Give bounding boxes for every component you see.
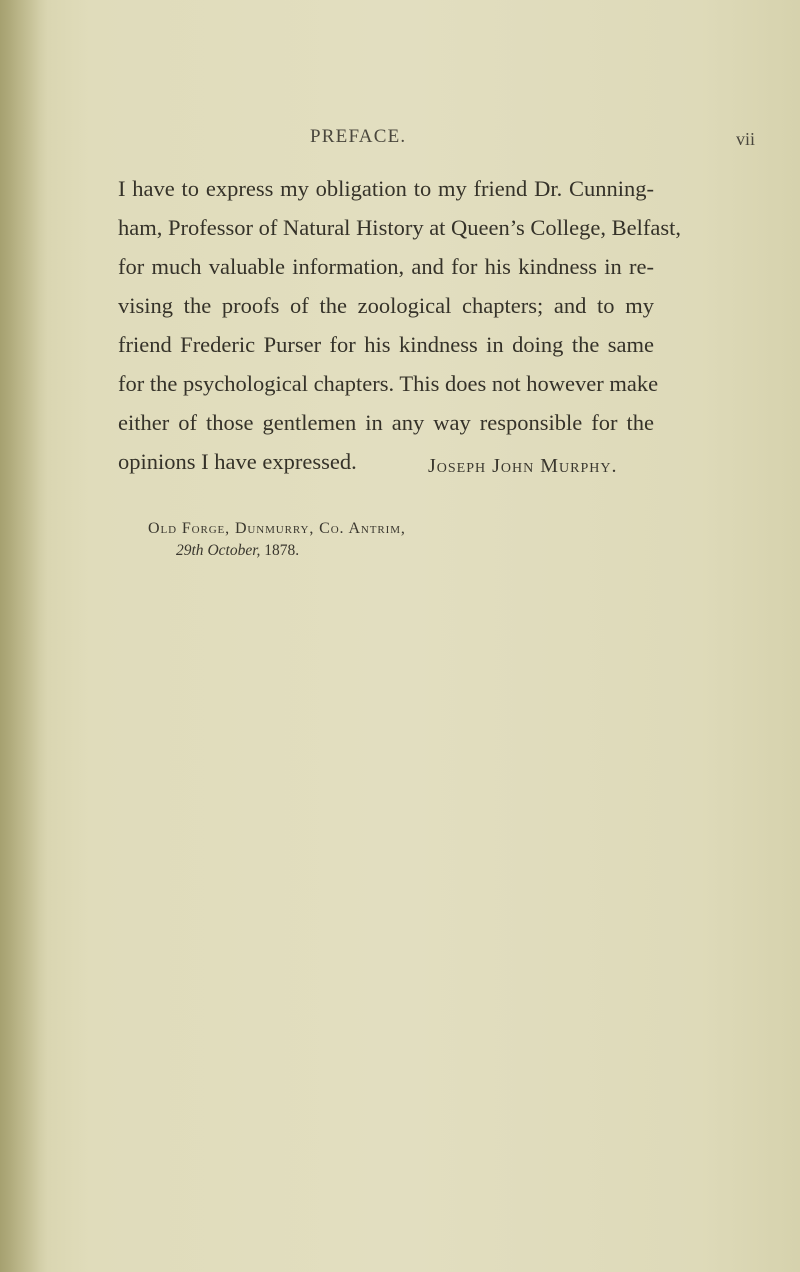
- dateline-date: [176, 542, 299, 560]
- paragraph-line: for much valuable information, and for his kindness in re-: [118, 254, 654, 279]
- page-number: vii: [736, 129, 756, 149]
- paragraph-line: friend Frederic Purser for his kindness in doing the same: [118, 332, 654, 357]
- dateline-place: Old Forge, Dunmurry, Co. Antrim,: [148, 520, 406, 537]
- date-year: 1878.: [264, 542, 300, 559]
- paragraph-line: ham, Professor of Natural History at Queen’s College, Belfast,: [118, 215, 681, 240]
- paragraph-line: either of those gentlemen in any way responsible for the: [118, 410, 654, 435]
- author-signature: Joseph John Murphy.: [428, 455, 618, 477]
- date-month: October,: [207, 542, 261, 559]
- paragraph-line: I have to express my obligation to my friend Dr. Cunning-: [118, 176, 654, 201]
- running-title: PREFACE.: [310, 126, 407, 147]
- spine-shadow: [0, 0, 48, 1272]
- paragraph-line: for the psychological chapters. This does not however make: [118, 371, 659, 396]
- date-day: 29th: [176, 542, 204, 559]
- paragraph-line: vising the proofs of the zoological chapters; and to my: [118, 293, 654, 318]
- paragraph-line-last: opinions I have expressed.: [118, 449, 357, 474]
